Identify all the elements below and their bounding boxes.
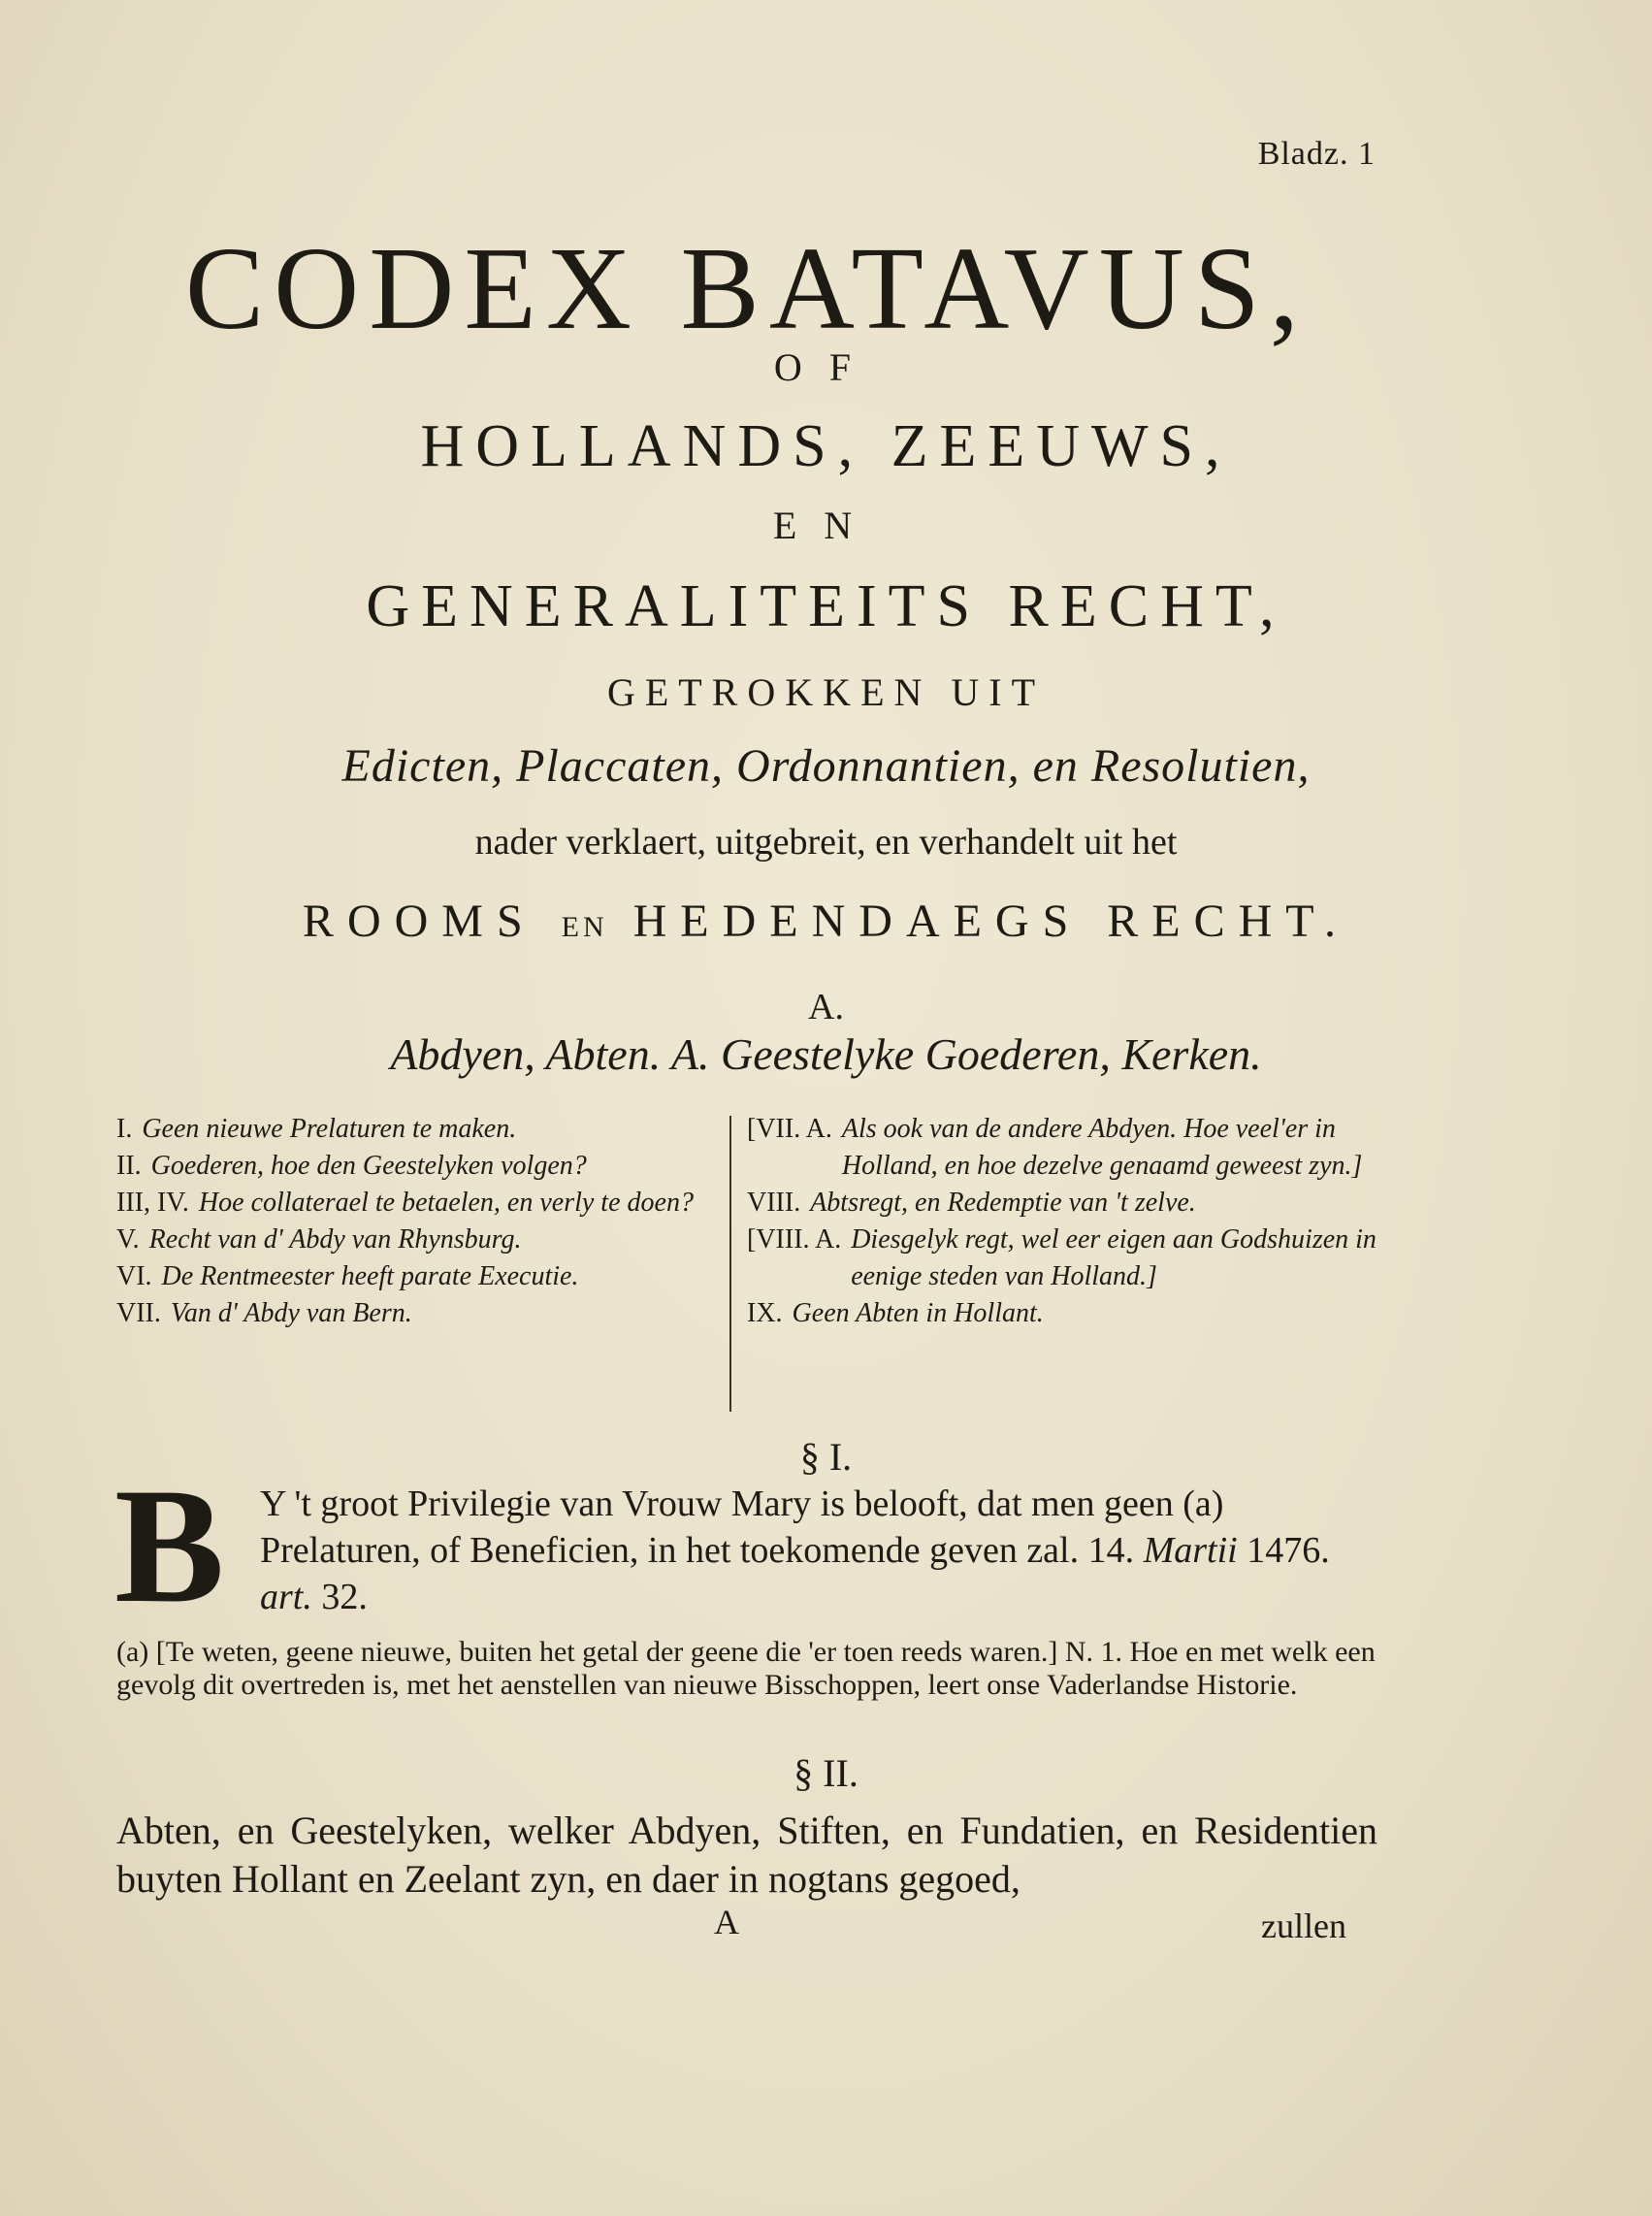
- section-1-heading: § I.: [799, 1435, 853, 1479]
- toc-right-column: [747, 1111, 1377, 1332]
- toc-item: VI. De Rentmeester heeft parate Executie.: [116, 1261, 579, 1291]
- subtitle-getrokken: GETROKKEN UIT: [606, 670, 1046, 714]
- page-number: Bladz. 1: [1257, 136, 1376, 172]
- subtitle-rooms-recht: [0, 895, 1652, 948]
- title-generaliteits-recht: GENERALITEITS RECHT,: [366, 573, 1286, 639]
- toc-item: IX. Geen Abten in Hollant.: [747, 1298, 1044, 1328]
- toc-item: VII. Van d' Abdy van Bern.: [116, 1298, 412, 1328]
- drop-cap: B: [114, 1454, 225, 1637]
- title-hollands-zeeuws: HOLLANDS, ZEEUWS,: [420, 413, 1232, 479]
- rooms-left: ROOMS: [302, 896, 536, 947]
- subtitle-nader: nader verklaert, uitgebreit, en verhandelt uit het: [474, 822, 1178, 863]
- catchword: zullen: [1261, 1906, 1346, 1945]
- toc-item: [VIII. A. Diesgelyk regt, wel eer eigen aan Godshuizen in eenige steden van Holland.]: [747, 1224, 1377, 1291]
- rooms-right: HEDENDAEGS RECHT.: [632, 896, 1350, 947]
- toc-item: II. Goederen, hoe den Geestelyken volgen?: [116, 1151, 587, 1181]
- section-letter: A.: [808, 987, 844, 1027]
- signature-mark: A: [714, 1903, 739, 1941]
- paragraph-2: Abten, en Geestelyken, welker Abdyen, Stiften, en Fundatien, en Residentien buyten Hollant en Zeelant zyn, en daer in nogtans gegoed,: [116, 1809, 1377, 1901]
- footnote: (a) [Te weten, geene nieuwe, buiten het getal der geene die 'er toen reeds waren.] N. 1. Hoe en met welk een gevolg dit overtreden is, met het aenstellen van nieuwe Bisschoppen, leert onse Vaderlandse Historie.: [116, 1636, 1376, 1701]
- section-2-heading: § II.: [794, 1751, 858, 1795]
- subtitle-edicten: Edicten, Placcaten, Ordonnantien, en Resolutien,: [341, 740, 1311, 792]
- toc-item: III, IV. Hoe collaterael te betaelen, en verly te doen?: [116, 1188, 694, 1218]
- title-of: OF: [773, 345, 879, 389]
- column-divider: [729, 1116, 731, 1412]
- main-title: CODEX BATAVUS,: [184, 223, 1310, 354]
- toc-left-column: [116, 1111, 718, 1332]
- rooms-mid: EN: [561, 911, 608, 943]
- toc-item: VIII. Abtsregt, en Redemptie van 't zelve.: [747, 1188, 1196, 1218]
- toc-item: [VII. A. Als ook van de andere Abdyen. Hoe veel'er in Holland, en hoe dezelve genaamd geweest zyn.]: [747, 1114, 1363, 1181]
- toc-item: I. Geen nieuwe Prelaturen te maken.: [116, 1114, 517, 1144]
- toc-item: V. Recht van d' Abdy van Rhynsburg.: [116, 1224, 522, 1255]
- paragraph-1: Y 't groot Privilegie van Vrouw Mary is belooft, dat men geen (a) Prelaturen, of Beneficien, in het toekomende geven zal. 14. Martii 1476. art. 32.: [260, 1483, 1330, 1617]
- title-en: EN: [772, 504, 880, 547]
- section-heading: Abdyen, Abten. A. Geestelyke Goederen, Kerken.: [390, 1029, 1262, 1079]
